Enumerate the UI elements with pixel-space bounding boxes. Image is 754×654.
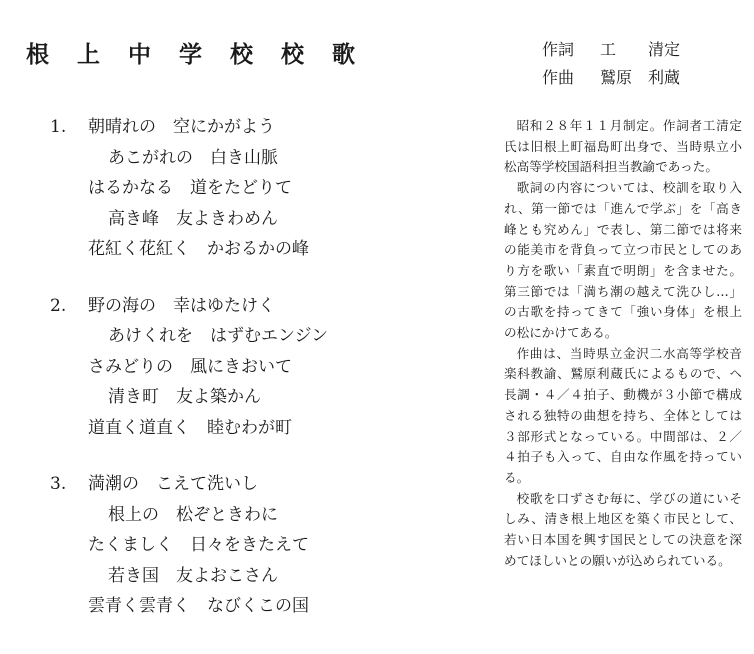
lyric-line: はるかなる 道をたどりて — [88, 178, 292, 198]
verse-number: 3. — [50, 474, 67, 494]
lyric-line: たくましく 日々をきたえて — [88, 535, 309, 555]
composer-role: 作曲 — [542, 68, 575, 87]
lyric-line: 清き町 友よ築かん — [108, 387, 261, 407]
credits — [542, 36, 680, 92]
verse-2 — [50, 291, 328, 444]
lyric-line: あけくれを はずむエンジン — [108, 326, 329, 346]
lyric-line: 満潮の こえて洗いし — [88, 474, 258, 494]
lyricist-name: 工 清定 — [600, 40, 681, 59]
note-paragraph: 校歌を口ずさむ毎に、学びの道にいそしみ、清き根上地区を築く市民として、若い日本国を興す国民としての決意を深めてほしいとの願いが込められている。 — [504, 490, 742, 568]
lyricist-credit — [542, 36, 680, 64]
composer-credit — [542, 64, 680, 92]
lyric-line: 野の海の 幸はゆたけく — [88, 295, 275, 316]
lyrics — [50, 112, 328, 648]
lyric-line: 道直く道直く 睦むわが町 — [88, 417, 292, 438]
explanatory-notes — [504, 116, 742, 571]
lyric-line: 若き国 友よおこさん — [108, 565, 278, 586]
note-paragraph: 歌詞の内容については、校訓を取り入れ、第一節では「進んで学ぶ」を「高き峰とも究めん」で表し、第二節では将来の能美市を背負って立つ市民としてのあり方を歌い「素直で明朗」を含ませた。第三節では「満ち潮の越えて洗ひし…」の古歌を持ってきて「強い身体」を根上の松にかけてある。 — [504, 180, 742, 341]
verse-number: 1. — [50, 117, 67, 137]
verse-3 — [50, 469, 328, 622]
note-paragraph: 作曲は、当時県立金沢二水高等学校音楽科教諭、鷲原利蔵氏によるもので、ヘ長調・４／４拍子、動機が３小節で構成される独特の曲想を持ち、全体としては３部形式となっている。中間部は、２／４拍子も入って、自由な作風を持っている。 — [504, 345, 742, 485]
note-paragraph: 昭和２８年１１月制定。作詞者工清定氏は旧根上町福島町出身で、当時県立小松高等学校国語科担当教諭であった。 — [504, 118, 742, 175]
lyric-line: 根上の 松ぞときわに — [108, 504, 278, 525]
lyric-line: あこがれの 白き山脈 — [108, 147, 278, 168]
lyric-line: 朝晴れの 空にかがよう — [88, 117, 275, 137]
verse-1 — [50, 112, 328, 265]
lyric-line: 雲青く雲青く なびくこの国 — [88, 596, 309, 616]
lyric-line: 高き峰 友よきわめん — [108, 208, 278, 229]
song-title: 根 上 中 学 校 校 歌 — [26, 42, 366, 68]
verse-number: 2. — [50, 295, 67, 316]
composer-name: 鷲原 利蔵 — [600, 68, 681, 87]
lyric-line: 花紅く花紅く かおるかの峰 — [88, 239, 309, 259]
lyric-line: さみどりの 風にきおいて — [88, 356, 292, 377]
lyricist-role: 作詞 — [542, 40, 575, 59]
